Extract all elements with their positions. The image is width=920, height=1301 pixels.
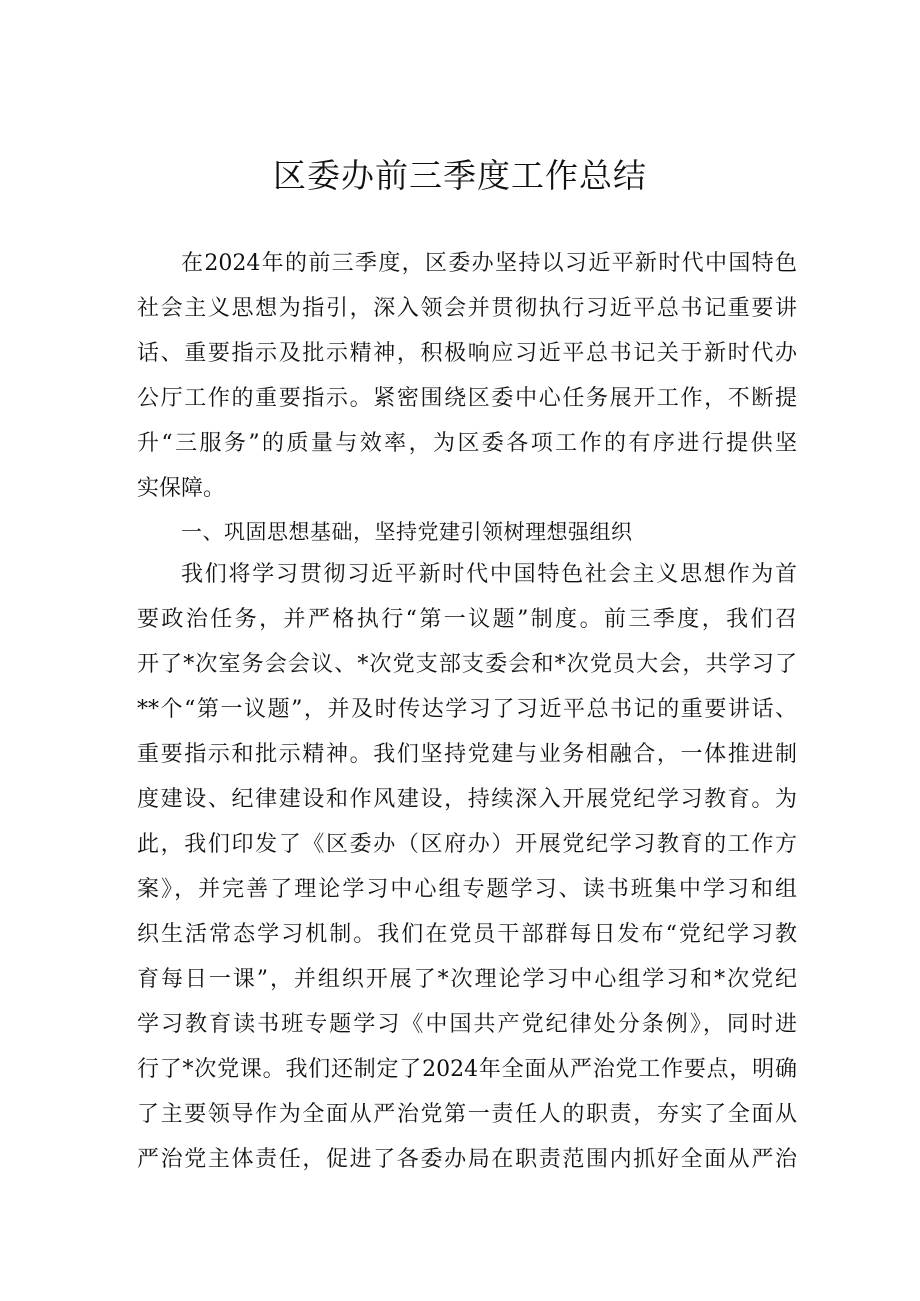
body-line: 开了*次室务会会议、*次党支部支委会和*次党员大会，共学习了 xyxy=(137,652,797,677)
body-line: **个“第一议题”，并及时传达学习了习近平总书记的重要讲话、 xyxy=(137,697,797,722)
body-line: 了主要领导作为全面从严治党第一责任人的职责，夯实了全面从 xyxy=(137,1102,797,1127)
intro-line: 话、重要指示及批示精神，积极响应习近平总书记关于新时代办 xyxy=(137,341,797,366)
body-line: 学习教育读书班专题学习《中国共产党纪律处分条例》，同时进 xyxy=(137,1012,797,1037)
body-line: 行了*次党课。我们还制定了2024年全面从严治党工作要点，明确 xyxy=(137,1057,797,1082)
intro-line: 升“三服务”的质量与效率，为区委各项工作的有序进行提供坚 xyxy=(137,431,797,456)
body-line: 此，我们印发了《区委办（区府办）开展党纪学习教育的工作方 xyxy=(137,832,797,857)
document-title: 区委办前三季度工作总结 xyxy=(273,156,647,195)
body-line: 度建设、纪律建设和作风建设，持续深入开展党纪学习教育。为 xyxy=(137,787,797,812)
intro-line: 社会主义思想为指引，深入领会并贯彻执行习近平总书记重要讲 xyxy=(137,296,797,321)
intro-line: 公厅工作的重要指示。紧密围绕区委中心任务展开工作，不断提 xyxy=(137,386,797,411)
body-line: 育每日一课”，并组织开展了*次理论学习中心组学习和*次党纪 xyxy=(137,967,797,992)
body-line: 案》，并完善了理论学习中心组专题学习、读书班集中学习和组 xyxy=(137,877,797,902)
body-line: 重要指示和批示精神。我们坚持党建与业务相融合，一体推进制 xyxy=(137,742,797,767)
intro-line: 实保障。 xyxy=(137,476,226,501)
body-line: 我们将学习贯彻习近平新时代中国特色社会主义思想作为首 xyxy=(181,562,797,587)
intro-line: 在2024年的前三季度，区委办坚持以习近平新时代中国特色 xyxy=(181,251,797,276)
body-line: 要政治任务，并严格执行“第一议题”制度。前三季度，我们召 xyxy=(137,607,797,632)
body-line: 严治党主体责任，促进了各委办局在职责范围内抓好全面从严治 xyxy=(137,1147,797,1172)
section-heading: 一、巩固思想基础，坚持党建引领树理想强组织 xyxy=(181,520,633,544)
body-line: 织生活常态学习机制。我们在党员干部群每日发布“党纪学习教 xyxy=(137,922,797,947)
